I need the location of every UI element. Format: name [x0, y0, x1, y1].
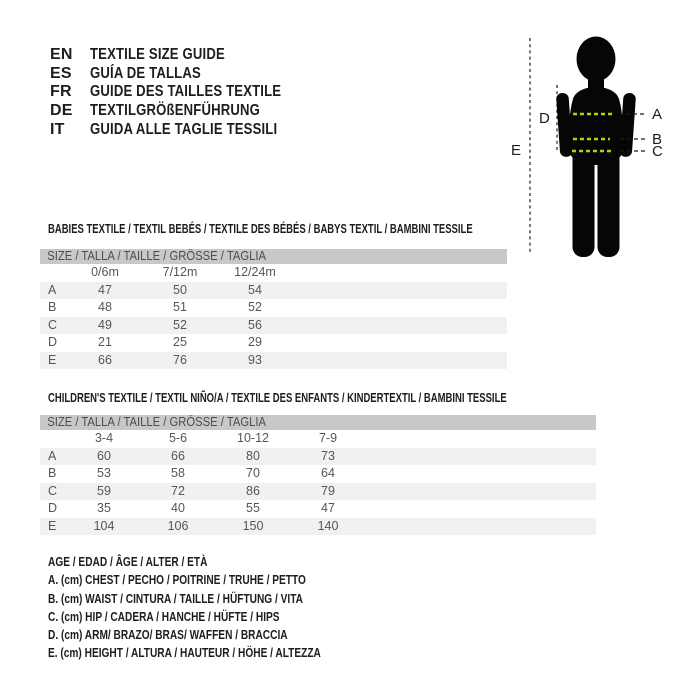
figure-label-height: E: [511, 142, 522, 159]
lang-row-es: [50, 65, 323, 84]
row-label: D: [48, 335, 58, 349]
cell: 48: [98, 300, 112, 314]
children-col-header: 3-4: [94, 431, 114, 445]
cell: 58: [171, 466, 185, 480]
legend-age-line: AGE / EDAD / ÂGE / ALTER / ETÀ: [48, 554, 208, 569]
cell: 79: [321, 483, 335, 498]
row-label: D: [48, 501, 58, 515]
cell: 21: [98, 335, 112, 349]
table-row: [40, 282, 507, 300]
legend-waist-line: B. (cm) WAIST / CINTURA / TAILLE / HÜFTUNG / VITA: [48, 590, 303, 606]
legend-height-line: E. (cm) HEIGHT / ALTURA / HAUTEUR / HÖHE / ALTEZZA: [48, 645, 321, 661]
lang-label: GUIDA ALLE TAGLIE TESSILI: [90, 120, 278, 138]
figure-label-waist: B: [652, 131, 663, 148]
cell: 140: [317, 518, 339, 533]
figure-label-chest: A: [652, 106, 663, 123]
measurement-legend: [48, 553, 398, 663]
children-column-header-row: [40, 430, 596, 448]
cell: 150: [242, 518, 264, 533]
lang-label: GUIDE DES TAILLES TEXTILE: [90, 83, 282, 101]
cell: 53: [97, 466, 111, 480]
lang-label: TEXTILE SIZE GUIDE: [90, 46, 225, 64]
cell: 25: [173, 335, 187, 349]
cell: 73: [321, 448, 335, 463]
size-header-label: SIZE / TALLA / TAILLE / GRÖSSE / TAGLIA: [47, 249, 267, 263]
lang-label: TEXTILGRÖßENFÜHRUNG: [90, 102, 261, 120]
row-label: C: [48, 317, 58, 332]
language-title-block: [50, 46, 323, 139]
lang-code: FR: [50, 83, 72, 101]
babies-column-header-row: [40, 264, 507, 282]
cell: 52: [248, 300, 262, 314]
cell: 66: [171, 448, 185, 463]
cell: 49: [98, 317, 112, 332]
cell: 51: [173, 300, 187, 314]
row-label: C: [48, 483, 58, 498]
cell: 80: [246, 448, 260, 463]
row-label: B: [48, 300, 57, 314]
babies-size-header-band: [40, 249, 507, 264]
figure-label-hip: C: [652, 143, 663, 160]
cell: 106: [167, 518, 189, 533]
lang-code: EN: [50, 46, 73, 64]
table-row: [40, 518, 596, 536]
lang-code: ES: [50, 64, 72, 82]
babies-size-table: [40, 249, 507, 369]
children-col-header: 7-9: [318, 431, 338, 445]
cell: 50: [173, 282, 187, 297]
cell: 40: [171, 501, 185, 515]
children-size-header-band: [40, 415, 596, 430]
lang-row-fr: [50, 83, 323, 102]
lang-code: IT: [50, 120, 65, 138]
babies-col-header: 7/12m: [162, 265, 198, 279]
cell: 47: [98, 282, 112, 297]
babies-col-header: 0/6m: [91, 265, 119, 279]
row-label: A: [48, 282, 57, 297]
table-row: [40, 448, 596, 466]
cell: 72: [171, 483, 185, 498]
legend-arm-line: D. (cm) ARM/ BRAZO/ BRAS/ WAFFEN / BRACCIA: [48, 627, 288, 643]
cell: 70: [246, 466, 260, 480]
row-label: B: [48, 466, 57, 480]
babies-col-header: 12/24m: [234, 265, 276, 279]
legend-hip-line: C. (cm) HIP / CADERA / HANCHE / HÜFTE / HIPS: [48, 608, 280, 624]
table-row: [40, 317, 507, 335]
table-row: [40, 465, 596, 483]
cell: 66: [98, 352, 112, 367]
table-row: [40, 500, 596, 518]
children-size-table: [40, 415, 596, 535]
lang-code: DE: [50, 102, 73, 120]
cell: 93: [248, 352, 262, 367]
lang-row-en: [50, 46, 323, 65]
babies-section-title: BABIES TEXTILE / TEXTIL BEBÉS / TEXTILE DES BÉBÉS / BABYS TEXTIL / BAMBINI TESSILE: [48, 221, 473, 236]
cell: 29: [248, 335, 262, 349]
cell: 86: [246, 483, 260, 498]
row-label: E: [48, 352, 57, 367]
cell: 104: [93, 518, 115, 533]
children-col-header: 10-12: [237, 431, 269, 445]
cell: 47: [321, 501, 335, 515]
cell: 56: [248, 317, 262, 332]
lang-label: GUÍA DE TALLAS: [90, 64, 201, 82]
cell: 54: [248, 282, 262, 297]
row-label: A: [48, 448, 57, 463]
figure-label-arm: D: [539, 110, 550, 127]
cell: 35: [97, 501, 111, 515]
row-label: E: [48, 518, 57, 533]
legend-chest-line: A. (cm) CHEST / PECHO / POITRINE / TRUHE / PETTO: [48, 572, 306, 588]
cell: 59: [97, 483, 111, 498]
children-col-header: 5-6: [168, 431, 188, 445]
cell: 60: [97, 448, 111, 463]
table-row: [40, 483, 596, 501]
table-row: [40, 299, 507, 317]
lang-row-de: [50, 102, 323, 121]
cell: 64: [321, 466, 335, 480]
children-section-title: CHILDREN'S TEXTILE / TEXTIL NIÑO/A / TEXTILE DES ENFANTS / KINDERTEXTIL / BAMBINI TESSILE: [48, 390, 507, 405]
cell: 55: [246, 501, 260, 515]
table-row: [40, 334, 507, 352]
lang-row-it: [50, 120, 323, 139]
table-row: [40, 352, 507, 370]
cell: 52: [173, 317, 187, 332]
cell: 76: [173, 352, 187, 367]
size-header-label: SIZE / TALLA / TAILLE / GRÖSSE / TAGLIA: [47, 415, 267, 429]
